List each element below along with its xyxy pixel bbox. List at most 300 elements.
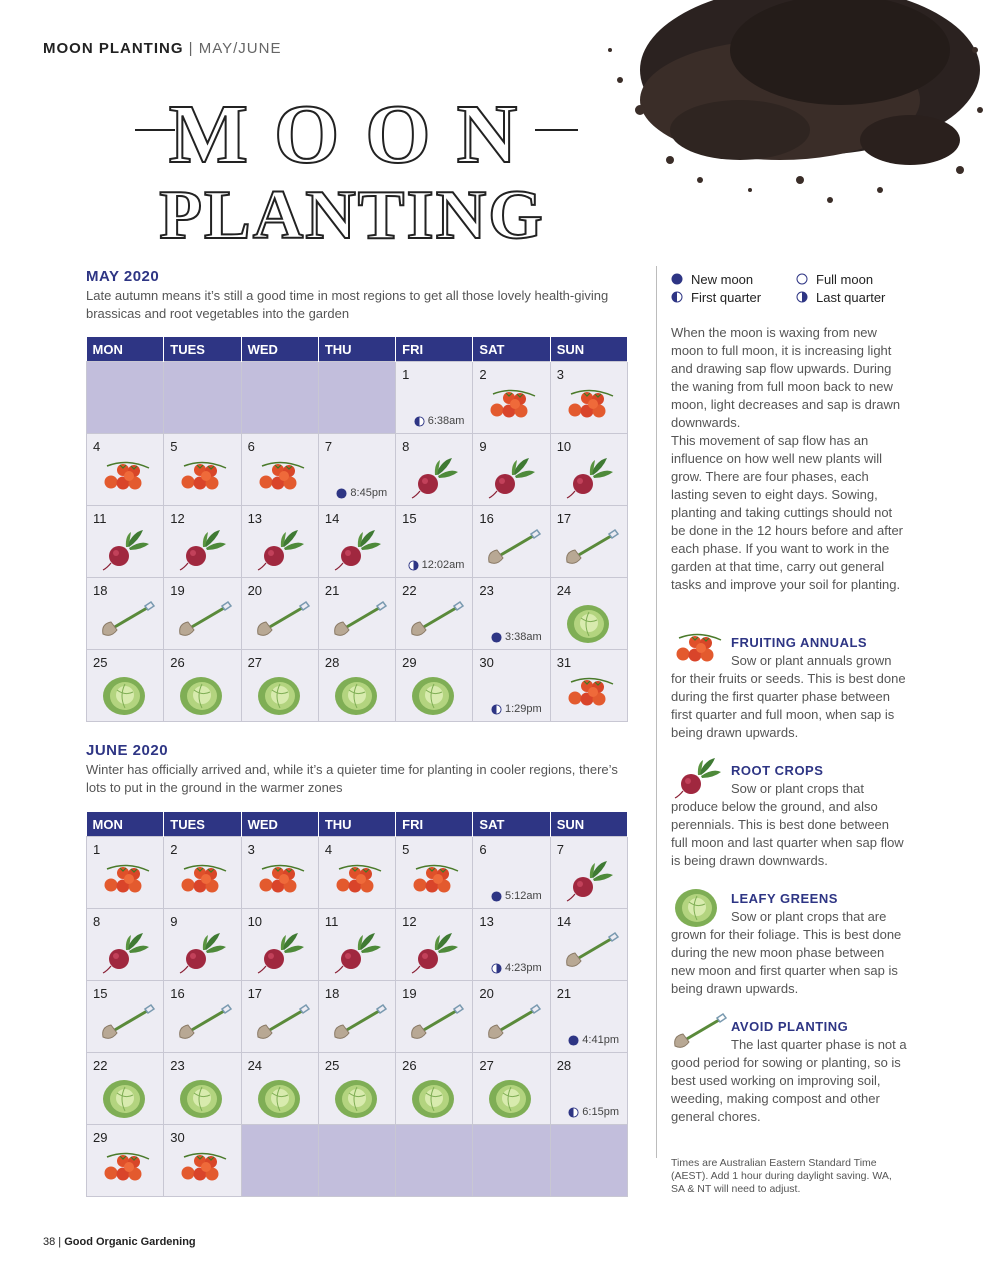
category-icon — [671, 1012, 729, 1057]
crop-icon — [485, 384, 539, 429]
calendar-day — [550, 650, 627, 722]
calendar-week — [87, 981, 628, 1053]
calendar-day — [473, 1125, 550, 1197]
moon-phase — [491, 890, 542, 902]
crop-icon — [254, 859, 308, 904]
calendar-week — [87, 506, 628, 578]
crop-icon — [331, 672, 381, 723]
moon-phase — [414, 415, 465, 427]
tomato-icon — [485, 384, 539, 424]
may-heading: MAY 2020 — [86, 268, 160, 285]
calendar-day — [87, 362, 164, 434]
crop-icon — [176, 859, 230, 904]
calendar-day — [241, 837, 318, 909]
category-beet — [671, 762, 909, 870]
page-footer — [43, 1236, 196, 1248]
moon-phase — [568, 1106, 619, 1118]
calendar-day — [318, 362, 395, 434]
beet-icon — [99, 931, 153, 975]
soil-pile-image — [580, 0, 992, 220]
day-number: 25 — [93, 655, 108, 670]
day-number: 30 — [479, 655, 494, 670]
crop-icon — [408, 931, 462, 980]
time-footnote: Times are Australian Eastern Standard Time (AEST). Add 1 hour during daylight saving. WA, SA & NT will need to adjust. — [671, 1157, 892, 1195]
calendar-day — [87, 909, 164, 981]
day-number: 11 — [324, 914, 339, 929]
weekday-header: TUES — [164, 812, 241, 837]
calendar-day — [164, 578, 241, 650]
shovel-icon — [408, 1003, 466, 1043]
calendar-week — [87, 362, 628, 434]
cabbage-icon — [99, 672, 149, 718]
page-number: 38 — [43, 1236, 56, 1248]
may-intro-text: Late autumn means it’s still a good time in most regions to get all those lovely health-giving brassicas and root vegetables into the garden — [86, 288, 609, 321]
crop-icon — [485, 1003, 543, 1048]
day-number: 8 — [93, 914, 101, 929]
calendar-day — [550, 578, 627, 650]
day-number: 1 — [93, 842, 101, 857]
tomato-icon — [99, 1147, 153, 1187]
crop-icon — [99, 600, 157, 645]
calendar-day — [318, 434, 395, 506]
day-number: 6 — [247, 439, 255, 454]
crop-icon — [331, 528, 385, 577]
calendar-day — [164, 981, 241, 1053]
tomato-icon — [331, 859, 385, 899]
day-number: 16 — [479, 511, 494, 526]
cabbage-icon — [563, 600, 613, 646]
crop-icon — [563, 931, 621, 976]
calendar-day — [241, 1053, 318, 1125]
day-number: 23 — [479, 583, 494, 598]
day-number: 4 — [324, 842, 333, 857]
day-number: 29 — [93, 1130, 108, 1145]
day-number: 7 — [324, 439, 333, 454]
day-number: 5 — [402, 842, 410, 857]
day-number: 5 — [170, 439, 178, 454]
day-number: 10 — [556, 439, 572, 454]
calendar-day — [318, 1125, 395, 1197]
new-moon-icon — [491, 632, 502, 643]
category-text: Sow or plant crops that produce below the ground, and also perennials. This is best done between full moon and last quarter when sap flow is being drawn downwards. — [671, 781, 904, 868]
shovel-icon — [176, 600, 234, 640]
shovel-icon — [99, 600, 157, 640]
calendar-day — [550, 1125, 627, 1197]
day-number: 17 — [556, 511, 572, 526]
calendar-day — [396, 650, 473, 722]
crop-icon — [563, 600, 613, 651]
calendar-week — [87, 434, 628, 506]
beet-icon — [176, 528, 230, 572]
legend-last: Last quarter — [816, 289, 886, 305]
phase-time: 6:15pm — [582, 1106, 619, 1118]
day-number: 8 — [402, 439, 410, 454]
day-number: 21 — [324, 583, 340, 598]
weekday-header: TUES — [164, 337, 241, 362]
day-number: 13 — [479, 914, 494, 929]
calendar-day — [318, 837, 395, 909]
calendar-day — [473, 650, 550, 722]
june-heading: JUNE 2020 — [86, 742, 169, 759]
day-number: 17 — [247, 986, 263, 1001]
calendar-day — [396, 506, 473, 578]
day-number: 24 — [247, 1058, 263, 1073]
crop-icon — [99, 1075, 149, 1126]
calendar-day — [87, 434, 164, 506]
calendar-day — [473, 981, 550, 1053]
beet-icon — [254, 931, 308, 975]
last-quarter-icon — [796, 291, 808, 303]
shovel-icon — [99, 1003, 157, 1043]
category-cabbage — [671, 890, 909, 998]
category-tomato — [671, 634, 909, 742]
legend-first: First quarter — [691, 289, 762, 305]
weekday-header: SUN — [550, 812, 627, 837]
first-quarter-icon — [491, 704, 502, 715]
phase-time: 4:41pm — [582, 1034, 619, 1046]
calendar-day — [241, 650, 318, 722]
beet-icon — [671, 756, 725, 800]
tomato-icon — [254, 456, 308, 496]
calendar-day — [87, 650, 164, 722]
day-number: 19 — [402, 986, 417, 1001]
crop-icon — [331, 859, 385, 904]
shovel-icon — [176, 1003, 234, 1043]
moon-legend — [671, 270, 921, 306]
column-divider — [656, 266, 657, 1158]
first-quarter-icon — [568, 1107, 579, 1118]
beet-icon — [331, 931, 385, 975]
day-number: 26 — [170, 655, 185, 670]
weekday-header: SAT — [473, 812, 550, 837]
calendar-day — [473, 909, 550, 981]
day-number: 15 — [402, 511, 417, 526]
day-number: 27 — [247, 655, 263, 670]
first-quarter-icon — [671, 291, 683, 303]
tomato-icon — [176, 859, 230, 899]
footer-separator: | — [55, 1236, 65, 1248]
crop-icon — [331, 600, 389, 645]
moon-phase — [491, 703, 542, 715]
calendar-day — [87, 506, 164, 578]
calendar-day — [241, 578, 318, 650]
calendar-day — [473, 1053, 550, 1125]
crop-icon — [176, 672, 226, 723]
crop-icon — [485, 528, 543, 573]
crop-icon — [408, 600, 466, 645]
category-title: ROOT CROPS — [731, 763, 824, 778]
shovel-icon — [485, 1003, 543, 1043]
calendar-day — [473, 434, 550, 506]
calendar-day — [396, 434, 473, 506]
last-quarter-icon — [491, 963, 502, 974]
day-number: 18 — [324, 986, 340, 1001]
category-icon — [671, 884, 721, 935]
crop-icon — [99, 859, 153, 904]
explanation-text — [671, 324, 909, 594]
calendar-day — [318, 909, 395, 981]
first-quarter-icon — [414, 416, 425, 427]
shovel-icon — [331, 1003, 389, 1043]
day-number: 31 — [556, 655, 572, 670]
calendar-day — [164, 1053, 241, 1125]
crop-icon — [176, 600, 234, 645]
calendar-day — [241, 909, 318, 981]
phase-time: 1:29pm — [504, 703, 542, 715]
calendar-week — [87, 909, 628, 981]
day-number: 28 — [324, 655, 340, 670]
category-text: Sow or plant annuals grown for their fruits or seeds. This is best done during the first quarter phase between first quarter and full moon, when sap is being drawn upwards. — [671, 653, 906, 740]
title-line1: MOON — [168, 90, 544, 181]
tomato-icon — [176, 456, 230, 496]
crop-icon — [99, 1003, 157, 1048]
phase-time: 12:02am — [421, 559, 465, 571]
header-section: MOON PLANTING — [43, 40, 184, 57]
calendar-day — [550, 434, 627, 506]
day-number: 26 — [402, 1058, 417, 1073]
cabbage-icon — [331, 672, 381, 718]
calendar-day — [550, 981, 627, 1053]
calendar-day — [550, 909, 627, 981]
day-number: 22 — [402, 583, 417, 598]
june-intro — [86, 742, 631, 797]
crop-icon — [563, 528, 621, 573]
day-number: 24 — [556, 583, 572, 598]
full-moon-icon — [796, 273, 808, 285]
calendar-day — [87, 1125, 164, 1197]
calendar-day — [164, 506, 241, 578]
crop-icon — [485, 1075, 535, 1126]
calendar-day — [87, 837, 164, 909]
day-number: 7 — [556, 842, 564, 857]
day-number: 19 — [170, 583, 185, 598]
crop-icon — [408, 672, 458, 723]
crop-icon — [254, 456, 308, 501]
moon-phase — [336, 487, 387, 499]
calendar-week — [87, 837, 628, 909]
moon-phase — [491, 631, 542, 643]
day-number: 9 — [479, 439, 487, 454]
june-intro-text: Winter has officially arrived and, while it’s a quieter time for planting in cooler regions, there’s lots to put in the ground in the warmer zones — [86, 762, 618, 795]
calendar-day — [473, 506, 550, 578]
calendar-day — [550, 362, 627, 434]
tomato-icon — [563, 384, 617, 424]
day-number: 14 — [556, 914, 572, 929]
day-number: 12 — [170, 511, 185, 526]
category-icon — [671, 756, 725, 805]
crop-icon — [254, 931, 308, 980]
calendar-day — [396, 909, 473, 981]
title-line2: PLANTING — [159, 177, 545, 250]
magazine-name: Good Organic Gardening — [64, 1236, 196, 1248]
weekday-header: THU — [318, 812, 395, 837]
calendar-week — [87, 1053, 628, 1125]
cabbage-icon — [254, 672, 304, 718]
moon-phase — [408, 559, 465, 571]
category-icon — [671, 628, 725, 673]
cabbage-icon — [176, 1075, 226, 1121]
shovel-icon — [563, 931, 621, 971]
crop-icon — [176, 1075, 226, 1126]
day-number: 23 — [170, 1058, 185, 1073]
shovel-icon — [408, 600, 466, 640]
category-title: AVOID PLANTING — [731, 1019, 849, 1034]
calendar-day — [473, 362, 550, 434]
day-number: 11 — [93, 511, 107, 526]
day-number: 30 — [170, 1130, 185, 1145]
calendar-week — [87, 650, 628, 722]
weekday-header: FRI — [396, 337, 473, 362]
weekday-header: SAT — [473, 337, 550, 362]
day-number: 21 — [556, 986, 572, 1001]
may-intro — [86, 268, 631, 323]
beet-icon — [99, 528, 153, 572]
calendar-day — [241, 1125, 318, 1197]
legend-full: Full moon — [816, 271, 874, 287]
calendar-day — [164, 909, 241, 981]
weekday-header: WED — [241, 337, 318, 362]
calendar-day — [318, 981, 395, 1053]
day-number: 14 — [324, 511, 340, 526]
calendar-day — [550, 837, 627, 909]
calendar-day — [241, 506, 318, 578]
calendar-day — [241, 981, 318, 1053]
crop-icon — [331, 931, 385, 980]
new-moon-icon — [671, 273, 683, 285]
crop-icon — [254, 528, 308, 577]
calendar-day — [164, 837, 241, 909]
day-number: 28 — [556, 1058, 572, 1073]
day-number: 3 — [247, 842, 255, 857]
crop-icon — [99, 456, 153, 501]
calendar-day — [87, 981, 164, 1053]
day-number: 25 — [324, 1058, 340, 1073]
crop-icon — [563, 456, 617, 505]
category-text: The last quarter phase is not a good period for sowing or planting, so is best used working on improving soil, weeding, making compost and other general chores. — [671, 1037, 907, 1124]
shovel-icon — [331, 600, 389, 640]
day-number: 4 — [93, 439, 101, 454]
calendar-day — [396, 362, 473, 434]
new-moon-icon — [568, 1035, 579, 1046]
may-calendar — [86, 337, 628, 722]
crop-icon — [485, 456, 539, 505]
shovel-icon — [254, 1003, 312, 1043]
calendar-day — [318, 650, 395, 722]
tomato-icon — [671, 628, 725, 668]
cabbage-icon — [408, 672, 458, 718]
crop-icon — [176, 931, 230, 980]
phase-time: 6:38am — [427, 415, 465, 427]
calendar-day — [164, 434, 241, 506]
beet-icon — [176, 931, 230, 975]
explanation-paragraph: When the moon is waxing from new moon to full moon, it is increasing light and drawing sap flow upwards. During the waning from full moon back to new moon, light decreases and sap is drawn downwards. This movement of sap flow has an influence on how well new plants will grow. There are four phases, each lasting seven to eight days. Sowing, planting and taking cuttings should not be done in the 12 hours before and after each phase. If you want to work in the garden at that time, carry out general tasks and improve your soil for planting. — [671, 325, 904, 592]
crop-icon — [408, 1075, 458, 1126]
weekday-header: MON — [87, 812, 164, 837]
moon-phase — [491, 962, 542, 974]
category-shovel — [671, 1018, 909, 1126]
calendar-day — [550, 506, 627, 578]
cabbage-icon — [176, 672, 226, 718]
day-number: 15 — [93, 986, 108, 1001]
calendar-day — [318, 506, 395, 578]
crop-icon — [408, 859, 462, 904]
phase-time: 4:23pm — [504, 962, 542, 974]
beet-icon — [485, 456, 539, 500]
tomato-icon — [176, 1147, 230, 1187]
weekday-header: WED — [241, 812, 318, 837]
crop-icon — [331, 1075, 381, 1126]
crop-icon — [176, 1147, 230, 1192]
cabbage-icon — [254, 1075, 304, 1121]
category-title: FRUITING ANNUALS — [731, 635, 868, 650]
crop-icon — [176, 456, 230, 501]
cabbage-icon — [485, 1075, 535, 1121]
crop-icon — [563, 859, 617, 908]
day-number: 12 — [402, 914, 417, 929]
crop-icon — [331, 1003, 389, 1048]
tomato-icon — [408, 859, 462, 899]
phase-time: 5:12am — [504, 890, 542, 902]
moon-phase — [568, 1034, 619, 1046]
calendar-day — [473, 578, 550, 650]
page-header — [43, 40, 281, 57]
calendar-day — [241, 434, 318, 506]
calendar-day — [164, 1125, 241, 1197]
day-number: 1 — [402, 367, 410, 382]
crop-icon — [176, 528, 230, 577]
day-number: 10 — [247, 914, 263, 929]
day-number: 20 — [247, 583, 263, 598]
cabbage-icon — [408, 1075, 458, 1121]
beet-icon — [408, 456, 462, 500]
day-number: 6 — [479, 842, 487, 857]
june-calendar — [86, 812, 628, 1197]
shovel-icon — [254, 600, 312, 640]
day-number: 16 — [170, 986, 185, 1001]
cabbage-icon — [331, 1075, 381, 1121]
category-text: Sow or plant crops that are grown for their foliage. This is best done during the new moon phase between new moon and first quarter when sap is being drawn upwards. — [671, 909, 902, 996]
crop-icon — [408, 1003, 466, 1048]
calendar-day — [396, 1125, 473, 1197]
day-number: 13 — [247, 511, 263, 526]
day-number: 9 — [170, 914, 178, 929]
phase-time: 8:45pm — [350, 487, 388, 499]
beet-icon — [408, 931, 462, 975]
calendar-day — [87, 1053, 164, 1125]
crop-icon — [254, 672, 304, 723]
beet-icon — [563, 859, 617, 903]
calendar-day — [473, 837, 550, 909]
page-title — [130, 90, 590, 250]
day-number: 2 — [170, 842, 178, 857]
cabbage-icon — [671, 884, 721, 930]
phase-time: 3:38am — [504, 631, 542, 643]
weekday-header: MON — [87, 337, 164, 362]
crop-icon — [254, 1075, 304, 1126]
calendar-day — [87, 578, 164, 650]
day-number: 22 — [93, 1058, 108, 1073]
calendar-day — [318, 578, 395, 650]
calendar-week — [87, 578, 628, 650]
full-moon-icon — [336, 488, 347, 499]
header-separator: | — [183, 40, 199, 57]
day-number: 2 — [479, 367, 487, 382]
day-number: 3 — [556, 367, 564, 382]
day-number: 27 — [479, 1058, 494, 1073]
tomato-icon — [254, 859, 308, 899]
tomato-icon — [563, 672, 617, 712]
calendar-day — [241, 362, 318, 434]
